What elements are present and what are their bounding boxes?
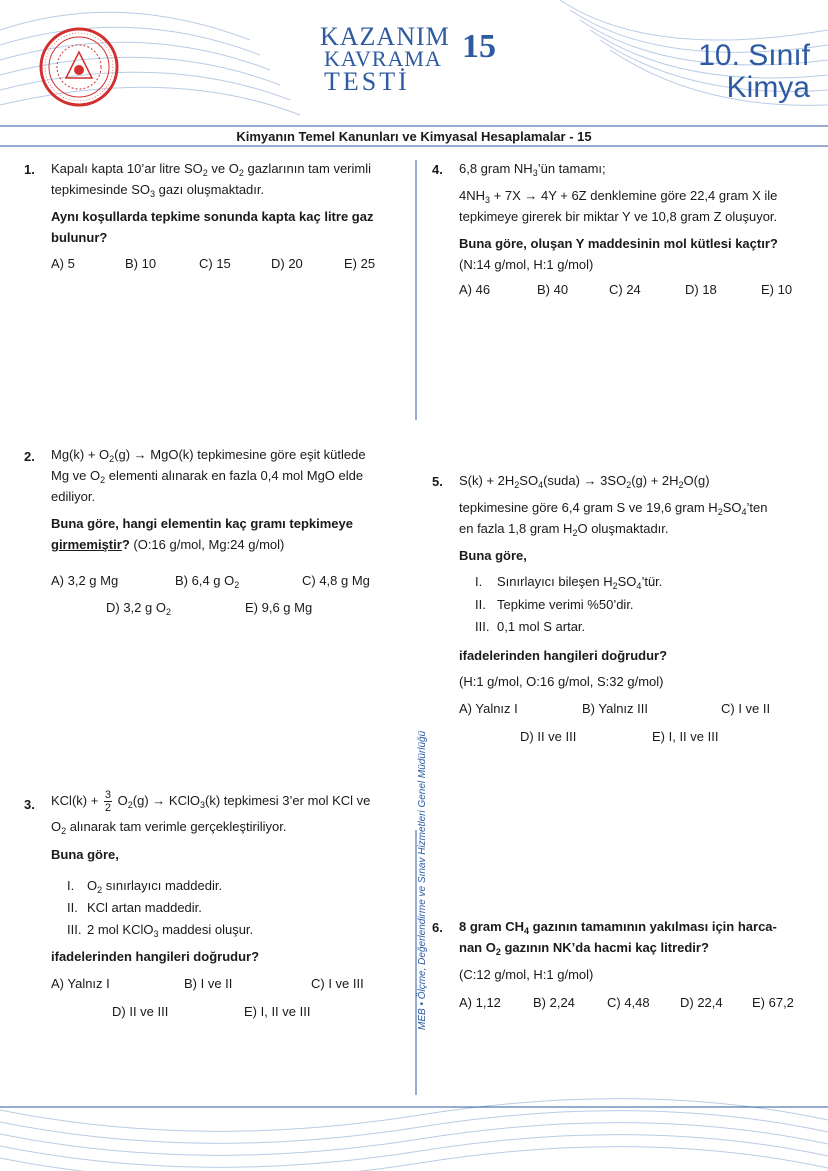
logo-line-2: KAVRAMA	[324, 46, 442, 71]
side-vertical-text: MEB • Ölçme, Değerlendirme ve Sınav Hizmetleri Genel Müdürlüğü	[417, 730, 428, 1030]
option-d: D) II ve III	[112, 1004, 169, 1019]
question-ask: ifadelerinden hangileri doğrudur?	[459, 648, 668, 663]
statement-1: I. $O_2$ sınırlayıcı maddedir.	[67, 878, 223, 895]
option-a: A) 3,2 g Mg	[51, 573, 119, 588]
option-d: D) 18	[685, 282, 717, 297]
option-d: D) 20	[271, 256, 303, 271]
option-b: B) 2,24	[533, 995, 575, 1010]
option-d: D) II ve III	[520, 729, 577, 744]
question-text: 6,8 gram $NH_3’ün$ tamamı; $4NH_3 + 7X \to 4Y + 6Z$ denklemine göre 22,4 gram X ile tepkimeye girerek bir miktar Y ve 10,8 gram Z oluşuyor. Buna göre, oluşan Y maddesinin mol kütlesi kaçtır? (N:14 g/mol, H:1 g/mol)	[459, 161, 778, 272]
question-text: KCl(k) + $\frac{3}{2}$ $O_2(g)$ → KClO$_3$(k) tepkimesi 3’er mol KCl ve $O_2$ alınarak tam verimle gerçekleştiriliyor. Buna göre,	[51, 789, 371, 862]
statement-3: III. 0,1 mol S artar.	[475, 619, 586, 634]
logo-line-3: TESTİ	[324, 67, 410, 96]
option-b: B) 40	[537, 282, 569, 297]
option-c: C) 4,48	[607, 995, 650, 1010]
topic-title: Kimyanın Temel Kanunları ve Kimyasal Hesaplamalar - 15	[236, 129, 592, 144]
option-b: B) Yalnız III	[582, 701, 648, 716]
fraction-3-2: $\frac{3}{2}$	[104, 789, 112, 815]
option-a: A) 5	[51, 256, 75, 271]
statement-2: II. KCl artan maddedir.	[67, 900, 202, 915]
test-number: 15	[462, 28, 496, 65]
option-a: A) Yalnız I	[459, 701, 518, 716]
option-a: A) Yalnız I	[51, 976, 110, 991]
option-d: D) 22,4	[680, 995, 723, 1010]
question-text: Kapalı kapta 10’ar litre $SO_2$ ve $O_2$ gazlarının tam verimli tepkimesinde $SO_3$ gazı oluşmaktadır. Aynı koşullarda tepkime sonunda kapta kaç litre gaz bulunur?	[51, 161, 374, 245]
question-text: 8 gram $CH_4$ gazının tamamının yakılması için harca- nan $O_2$ gazının NK’da hacmi kaç litredir?	[459, 919, 777, 957]
option-e: E) 10	[761, 282, 793, 297]
option-a: A) 46	[459, 282, 491, 297]
question-number: 3.	[24, 797, 35, 812]
question-text: $S(k) + 2H_2SO_4(suda) \to 3SO_2(g) + 2H_2O(g)$ tepkimesine göre 6,4 gram S ve 19,6 gram $H_2SO_4’ten$ en fazla 1,8 gram $H_2O$ oluşmaktadır. Buna göre,	[459, 473, 768, 563]
option-c: C) I ve II	[721, 701, 771, 716]
logo-line-1: KAZANIM	[320, 22, 450, 51]
option-b: B) 6,4 g $O_2$	[175, 573, 240, 590]
option-b: B) I ve II	[184, 976, 233, 991]
subject-label: Kimya	[726, 71, 810, 104]
option-c: C) 15	[199, 256, 231, 271]
option-e: E) 9,6 g Mg	[245, 600, 313, 615]
option-c: C) 4,8 g Mg	[302, 573, 370, 588]
option-c: C) I ve III	[311, 976, 364, 991]
grade-label: 10. Sınıf	[698, 39, 810, 72]
meb-seal-logo	[38, 26, 120, 108]
question-number: 2.	[24, 449, 35, 464]
grade-subject	[698, 40, 810, 104]
option-b: B) 10	[125, 256, 157, 271]
option-a: A) 1,12	[459, 995, 501, 1010]
question-text: $Mg(k) + O_2(g) \to MgO(k)$ tepkimesine göre eşit kütlede Mg ve $O_2$ elementi alınarak en fazla 0,4 mol MgO elde ediliyor. Buna göre, hangi elementin kaç gramı tepkimeye girmemiştir? (O:16 g/mol, Mg:24 g/mol)	[51, 447, 366, 552]
question-number: 4.	[432, 162, 443, 177]
statement-2: II. Tepkime verimi %50’dir.	[475, 597, 634, 612]
option-e: E) 25	[344, 256, 376, 271]
statement-3: III. 2 mol KClO$_3$ maddesi oluşur.	[67, 922, 254, 939]
option-e: E) I, II ve III	[244, 1004, 311, 1019]
question-ask: ifadelerinden hangileri doğrudur?	[51, 949, 260, 964]
option-c: C) 24	[609, 282, 641, 297]
option-e: E) 67,2	[752, 995, 794, 1010]
question-number: 5.	[432, 474, 443, 489]
option-d: D) 3,2 g $O_2$	[106, 600, 171, 617]
question-number: 1.	[24, 162, 35, 177]
question-note: (H:1 g/mol, O:16 g/mol, S:32 g/mol)	[459, 674, 664, 689]
test-logo	[320, 22, 465, 96]
option-e: E) I, II ve III	[652, 729, 719, 744]
question-number: 6.	[432, 920, 443, 935]
question-note: (C:12 g/mol, H:1 g/mol)	[459, 967, 594, 982]
statement-1: I. Sınırlayıcı bileşen $H_2SO_4’tür$.	[475, 574, 663, 591]
